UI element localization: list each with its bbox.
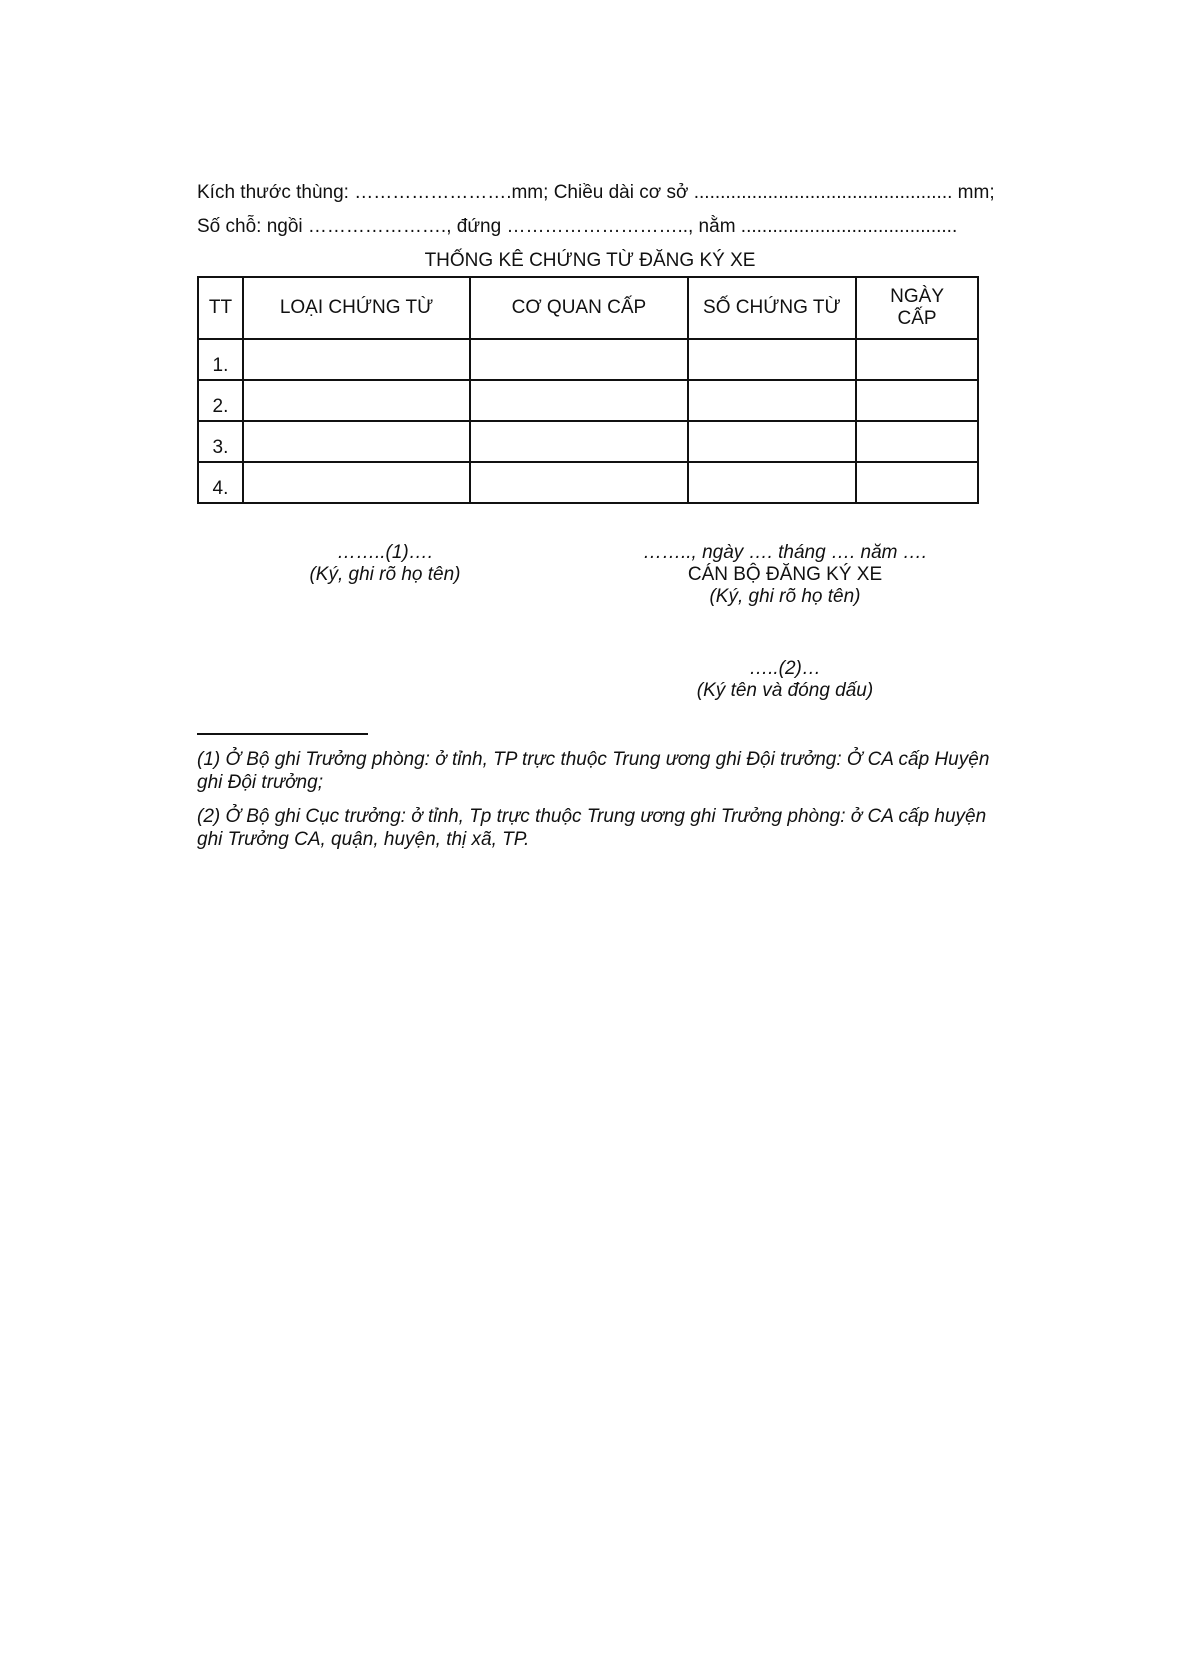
table-row [198, 380, 978, 421]
row-number: 1. [198, 339, 243, 380]
seat-count-line: Số chỗ: ngồi …………………., đứng ……………………….., nằm ......................................... [197, 216, 958, 237]
right-signer-instruction: (Ký, ghi rõ họ tên) [709, 586, 861, 607]
issuing-agency-cell[interactable] [470, 462, 687, 503]
stamp-signer-instruction: (Ký tên và đóng dấu) [696, 680, 874, 701]
issuing-agency-cell[interactable] [470, 421, 687, 462]
document-number-cell[interactable] [688, 421, 857, 462]
document-type-cell[interactable] [243, 380, 470, 421]
document-type-cell[interactable] [243, 339, 470, 380]
row-number: 4. [198, 462, 243, 503]
column-header-issuing-agency: CƠ QUAN CẤP [470, 277, 687, 339]
stamp-signature-block [635, 658, 935, 702]
footnote-divider [197, 733, 368, 735]
issue-date-cell[interactable] [856, 462, 978, 503]
table-row [198, 421, 978, 462]
stamp-signer-placeholder: …..(2)… [749, 658, 821, 679]
row-number: 3. [198, 421, 243, 462]
issue-date-cell[interactable] [856, 339, 978, 380]
issuing-agency-cell[interactable] [470, 380, 687, 421]
document-table [197, 276, 979, 504]
left-signature-block [250, 542, 520, 586]
issuing-agency-cell[interactable] [470, 339, 687, 380]
table-title: THỐNG KÊ CHỨNG TỪ ĐĂNG KÝ XE [424, 250, 756, 271]
table-header-row [198, 277, 978, 339]
column-header-issue-date-label: NGÀY CẤP [890, 286, 944, 329]
column-header-issue-date [856, 277, 978, 339]
column-header-document-type: LOẠI CHỨNG TỪ [243, 277, 470, 339]
table-row [198, 339, 978, 380]
row-number: 2. [198, 380, 243, 421]
document-number-cell[interactable] [688, 462, 857, 503]
document-type-cell[interactable] [243, 462, 470, 503]
vehicle-dimensions-line: Kích thước thùng: …………………….mm; Chiều dài cơ sở ................................................. mm; [197, 182, 995, 203]
document-number-cell[interactable] [688, 380, 857, 421]
column-header-index: TT [198, 277, 243, 339]
column-header-document-number: SỐ CHỨNG TỪ [688, 277, 857, 339]
footnote-1: (1) Ở Bộ ghi Trưởng phòng: ở tỉnh, TP trực thuộc Trung ương ghi Đội trưởng: Ở CA cấp Huyện ghi Đội trưởng; [197, 749, 990, 793]
issue-date-cell[interactable] [856, 380, 978, 421]
left-signer-instruction: (Ký, ghi rõ họ tên) [309, 564, 461, 585]
left-signer-placeholder: ……..(1)…. [336, 542, 434, 563]
registration-officer-title: CÁN BỘ ĐĂNG KÝ XE [687, 564, 883, 585]
table-row [198, 462, 978, 503]
document-number-cell[interactable] [688, 339, 857, 380]
footnote-2: (2) Ở Bộ ghi Cục trưởng: ở tỉnh, Tp trực thuộc Trung ương ghi Trưởng phòng: ở CA cấp huyện ghi Trưởng CA, quận, huyện, thị xã, TP. [197, 806, 987, 850]
signing-date-line: …….., ngày …. tháng …. năm …. [642, 542, 928, 563]
right-signature-block [600, 542, 970, 608]
document-type-cell[interactable] [243, 421, 470, 462]
issue-date-cell[interactable] [856, 421, 978, 462]
